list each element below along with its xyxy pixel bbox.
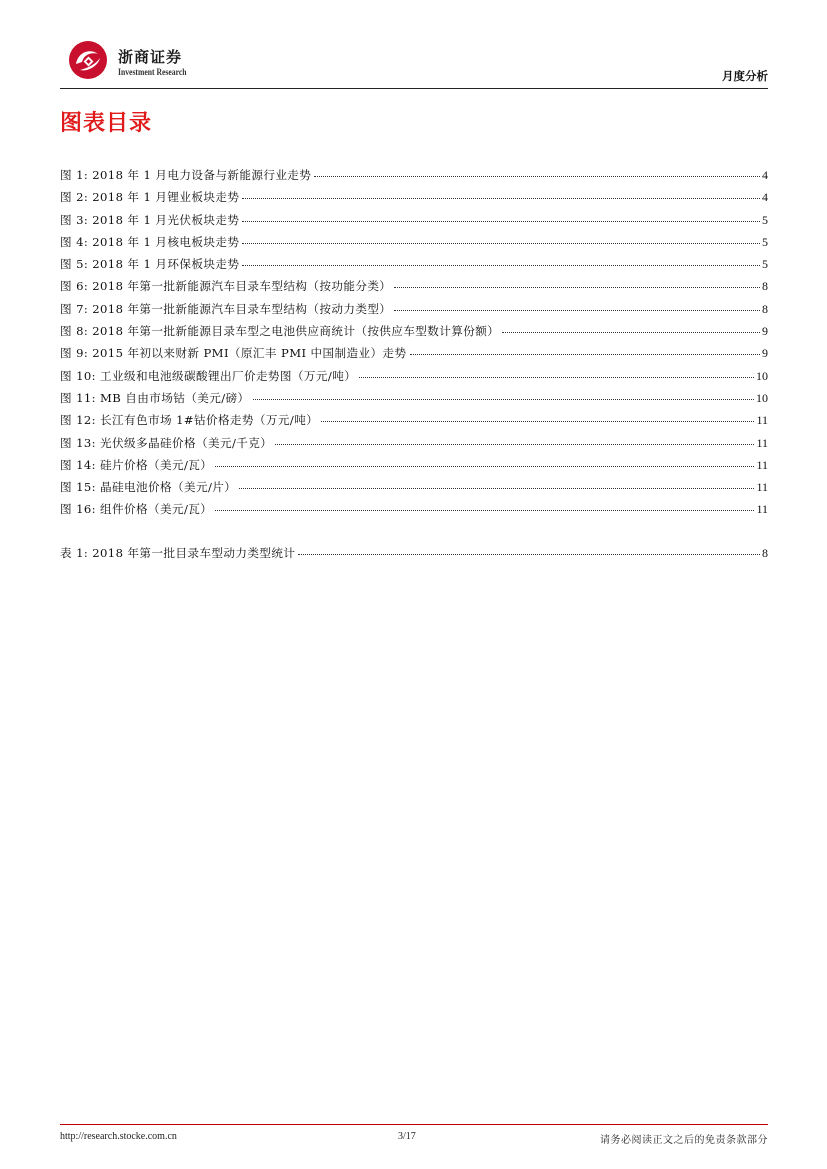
toc-dot-leader — [242, 264, 760, 266]
toc-entry[interactable] — [60, 167, 768, 189]
toc-entry[interactable] — [60, 323, 768, 345]
toc-entry-label: 图 6: 2018 年第一批新能源汽车目录车型结构（按功能分类） — [60, 279, 392, 294]
toc-entry-label: 表 1: 2018 年第一批目录车型动力类型统计 — [60, 546, 296, 560]
toc-entry-page: 11 — [756, 480, 768, 495]
toc-entry-page: 5 — [762, 257, 768, 272]
toc-entry[interactable] — [60, 256, 768, 278]
toc-entry[interactable] — [60, 390, 768, 412]
toc-entry[interactable] — [60, 345, 768, 367]
toc-entry[interactable] — [60, 212, 768, 234]
toc-dot-leader — [394, 286, 760, 288]
toc-entry[interactable] — [60, 435, 768, 457]
toc-entry-label: 图 9: 2015 年初以来财新 PMI（原汇丰 PMI 中国制造业）走势 — [60, 346, 407, 361]
toc-entry-label: 图 7: 2018 年第一批新能源汽车目录车型结构（按动力类型） — [60, 301, 392, 316]
toc-entry-label: 图 1: 2018 年 1 月电力设备与新能源行业走势 — [60, 168, 312, 182]
page-header — [60, 40, 768, 88]
figures-list — [60, 167, 768, 524]
brand-name-cn: 浙商证券 — [118, 48, 183, 66]
toc-entry[interactable] — [60, 479, 768, 501]
toc-dot-leader — [321, 420, 754, 422]
toc-entry[interactable] — [60, 368, 768, 390]
toc-dot-leader — [215, 509, 754, 511]
toc-dot-leader — [359, 376, 754, 378]
toc-entry-page: 11 — [756, 502, 768, 517]
toc-entry-page: 5 — [762, 212, 768, 227]
toc-entry-page: 4 — [762, 168, 768, 182]
toc-entry-label: 图 12: 长江有色市场 1#钴价格走势（万元/吨） — [60, 413, 319, 428]
toc-entry-page: 8 — [762, 279, 768, 294]
footer-url[interactable]: http://research.stocke.com.cn — [60, 1131, 177, 1142]
toc-entry-label: 图 15: 晶硅电池价格（美元/片） — [60, 480, 237, 495]
toc-dot-leader — [410, 353, 761, 355]
toc-entry-label: 图 13: 光伏级多晶硅价格（美元/千克） — [60, 435, 273, 450]
footer-disclaimer: 请务必阅读正文之后的免责条款部分 — [600, 1135, 768, 1146]
toc-entry-label: 图 3: 2018 年 1 月光伏板块走势 — [60, 212, 240, 227]
toc-entry-label: 图 2: 2018 年 1 月锂业板块走势 — [60, 190, 240, 205]
header-divider — [60, 88, 768, 89]
tables-list — [60, 545, 768, 567]
zheshang-logo-icon — [66, 40, 110, 80]
toc-entry-page: 11 — [756, 413, 768, 428]
toc-dot-leader — [253, 398, 754, 400]
footer-page-number: 3/17 — [398, 1131, 416, 1142]
toc-dot-leader — [215, 465, 754, 467]
toc-entry-label: 图 16: 组件价格（美元/瓦） — [60, 502, 213, 517]
toc-dot-leader — [314, 175, 760, 177]
report-type: 月度分析 — [722, 69, 768, 83]
toc-entry-page: 9 — [762, 324, 768, 339]
toc-entry-page: 8 — [762, 301, 768, 316]
toc-entry-page: 4 — [762, 190, 768, 205]
toc-entry[interactable] — [60, 545, 768, 567]
footer-divider — [60, 1124, 768, 1125]
toc-entry-page: 9 — [762, 346, 768, 361]
toc-entry-page: 5 — [762, 234, 768, 249]
toc-entry-page: 11 — [756, 435, 768, 450]
toc-dot-leader — [242, 197, 760, 199]
toc-dot-leader — [394, 309, 760, 311]
toc-entry-page: 8 — [762, 546, 768, 560]
toc-entry-page: 11 — [756, 457, 768, 472]
toc-entry-page: 10 — [756, 390, 768, 405]
toc-entry[interactable] — [60, 501, 768, 523]
toc-entry-label: 图 10: 工业级和电池级碳酸锂出厂价走势图（万元/吨） — [60, 368, 357, 383]
toc-dot-leader — [242, 220, 760, 222]
toc-entry[interactable] — [60, 412, 768, 434]
toc-entry[interactable] — [60, 301, 768, 323]
toc-entry[interactable] — [60, 457, 768, 479]
toc-entry[interactable] — [60, 234, 768, 256]
toc-entry-label: 图 8: 2018 年第一批新能源目录车型之电池供应商统计（按供应车型数计算份额） — [60, 324, 500, 339]
toc-entry-label: 图 4: 2018 年 1 月核电板块走势 — [60, 234, 240, 249]
toc-dot-leader — [239, 487, 754, 489]
toc-dot-leader — [275, 443, 754, 445]
toc-entry-label: 图 14: 硅片价格（美元/瓦） — [60, 457, 213, 472]
toc-entry[interactable] — [60, 278, 768, 300]
toc-entry-label: 图 11: MB 自由市场钴（美元/磅） — [60, 390, 250, 405]
toc-dot-leader — [242, 242, 760, 244]
toc-entry-page: 10 — [756, 368, 768, 383]
page-title: 图表目录 — [60, 111, 153, 136]
brand-name-en: Investment Research — [118, 67, 187, 77]
toc-dot-leader — [298, 553, 760, 555]
toc-entry[interactable] — [60, 189, 768, 211]
toc-dot-leader — [502, 331, 760, 333]
toc-entry-label: 图 5: 2018 年 1 月环保板块走势 — [60, 257, 240, 272]
